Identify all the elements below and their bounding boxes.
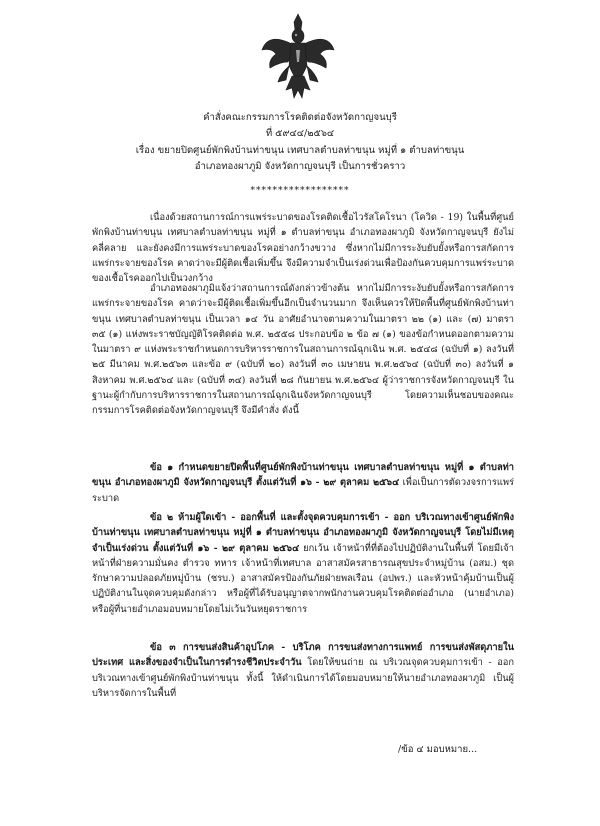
clause-1-emphasis: ข้อ ๑ กำหนดขยายปิดพื้นที่ศูนย์พักพิงบ้านท่าขนุน เทศบาลตำบลท่าขนุน หมู่ที่ ๑ ตำบลท่าขนุน อำเภอทองผาภูมิ จังหวัดกาญจนบุรี ตั้งแต่วันที่ ๑๖ - ๒๙ ตุลาคม ๒๕๖๔ bbox=[92, 462, 514, 489]
legal-basis-paragraph: อำเภอทองผาภูมิแจ้งว่าสถานการณ์ดังกล่าวข้างต้น หากไม่มีการระงับยับยั้งหรือการสกัดการแพร่กระจายของโรค คาดว่าจะมีผู้ติดเชื้อเพิ่มขึ้นอีกเป็นจำนวนมาก จึงเห็นควรให้ปิดพื้นที่ศูนย์พักพิงบ้านท่าขนุน เทศบาลตำบลท่าขนุน เป็นเวลา ๑๔ วัน อาศัยอำนาจตามความในมาตรา ๒๒ (๑) และ (๗) มาตรา ๓๕ (๑) แห่งพระราชบัญญัติโรคติดต่อ พ.ศ. ๒๕๕๘ ประกอบข้อ ๒ ข้อ ๗ (๑) ของข้อกำหนดออกตามความในมาตรา ๙ แห่งพระราชกำหนดการบริหารราชการในสถานการณ์ฉุกเฉิน พ.ศ. ๒๕๔๘ (ฉบับที่ ๑) ลงวันที่ ๒๕ มีนาคม พ.ศ.๒๕๖๓ และข้อ ๙ (ฉบับที่ ๒๐) ลงวันที่ ๓๐ เมษายน พ.ศ.๒๕๖๔ (ฉบับที่ ๓๐) ลงวันที่ ๑ สิงหาคม พ.ศ.๒๕๖๔ และ (ฉบับที่ ๓๔) ลงวันที่ ๒๘ กันยายน พ.ศ.๒๕๖๔ ผู้ว่าราชการจังหวัดกาญจนบุรี ในฐานะผู้กำกับการบริหารราชการในสถานการณ์ฉุกเฉินจังหวัดกาญจนบุรี โดยความเห็นชอบของคณะกรรมการโรคติดต่อจังหวัดกาญจนบุรี จึงมีคำสั่ง ดังนี้ bbox=[92, 283, 514, 417]
clause-1-text: เพื่อเป็นการตัดวงจรการแพร่ระบาด bbox=[92, 477, 514, 504]
background-paragraph: เนื่องด้วยสถานการณ์การแพร่ระบาดของโรคติดเชื้อไวรัสโคโรนา (โควิด - 19) ในพื้นที่ศูนย์พักพิงบ้านท่าขนุน เทศบาลตำบลท่าขนุน หมู่ที่ ๑ ตำบลท่าขนุน อำเภอทองผาภูมิ จังหวัดกาญจนบุรี ยังไม่คลี่คลาย และยังคงมีการแพร่ระบาดของโรคอย่างกว้างขวาง ซึ่งหากไม่มีการระงับยับยั้งหรือการสกัดการแพร่กระจายของโรค คาดว่าจะมีผู้ติดเชื้อเพิ่มขึ้น จึงมีความจำเป็นเร่งด่วนเพื่อป้องกันควบคุมการแพร่ระบาดของเชื้อโรคออกไปเป็นวงกว้าง bbox=[92, 212, 514, 285]
clause-3 bbox=[92, 640, 514, 701]
order-number: ที่ ๕๙๔๔/๒๕๖๔ bbox=[265, 128, 335, 139]
clause-1 bbox=[92, 460, 514, 506]
order-subject-line-2: อำเภอทองผาภูมิ จังหวัดกาญจนบุรี เป็นการชั่วคราว bbox=[194, 161, 406, 172]
clause-2 bbox=[92, 510, 514, 617]
continuation-note: /ข้อ ๔ มอบหมาย... bbox=[398, 744, 478, 755]
order-agency: คำสั่งคณะกรรมการโรคติดต่อจังหวัดกาญจนบุรี bbox=[203, 112, 397, 123]
order-subject-line-1: เรื่อง ขยายปิดศูนย์พักพิงบ้านท่าขนุน เทศบาลตำบลท่าขนุน หมู่ที่ ๑ ตำบลท่าขนุน bbox=[135, 145, 465, 156]
clause-2-emphasis: ข้อ ๒ ห้ามผู้ใดเข้า - ออกพื้นที่ และตั้งจุดควบคุมการเข้า - ออก บริเวณทางเข้าศูนย์พักพิงบ้านท่าขนุน เทศบาลตำบลท่าขนุน หมู่ที่ ๑ ตำบลท่าขนุน อำเภอทองผาภูมิ จังหวัดกาญจนบุรี โดยไม่มีเหตุจำเป็นเร่งด่วน ตั้งแต่วันที่ ๑๖ - ๒๙ ตุลาคม ๒๕๖๔ bbox=[92, 512, 514, 554]
garuda-emblem-icon bbox=[258, 10, 338, 102]
clause-3-text: โดยให้ขนถ่าย ณ บริเวณจุดควบคุมการเข้า - ออก บริเวณทางเข้าศูนย์พักพิงบ้านท่าขนุน ทั้งนี้ ให้ดำเนินการได้โดยมอบหมายให้นายอำเภอทองผาภูมิ เป็นผู้บริหารจัดการในพื้นที่ bbox=[92, 657, 514, 699]
clause-2-text: ยกเว้น เจ้าหน้าที่ที่ต้องไปปฏิบัติงานในพื้นที่ โดยมีเจ้าหน้าที่ฝ่ายความมั่นคง ตำรวจ ทหาร เจ้าหน้าที่เทศบาล อาสาสมัครสาธารณสุขประจำหมู่บ้าน (อสม.) ชุดรักษาความปลอดภัยหมู่บ้าน (ชรบ.) อาสาสมัครป้องกันภัยฝ่ายพลเรือน (อปพร.) และหัวหน้าคุ้มบ้านเป็นผู้ปฏิบัติงานในจุดควบคุมดังกล่าว หรือผู้ที่ได้รับอนุญาตจากพนักงานควบคุมโรคติดต่ออำเภอ (นายอำเภอ) หรือผู้ที่นายอำเภอมอบหมายโดยไม่เว้นวันหยุดราชการ bbox=[92, 542, 514, 615]
clause-3-emphasis: ข้อ ๓ การขนส่งสินค้าอุปโภค - บริโภค การขนส่งทางการแพทย์ การขนส่งพัสดุภายในประเทศ และสิ่งของจำเป็นในการดำรงชีวิตประจำวัน bbox=[92, 642, 514, 669]
section-divider: ****************** bbox=[250, 186, 350, 196]
